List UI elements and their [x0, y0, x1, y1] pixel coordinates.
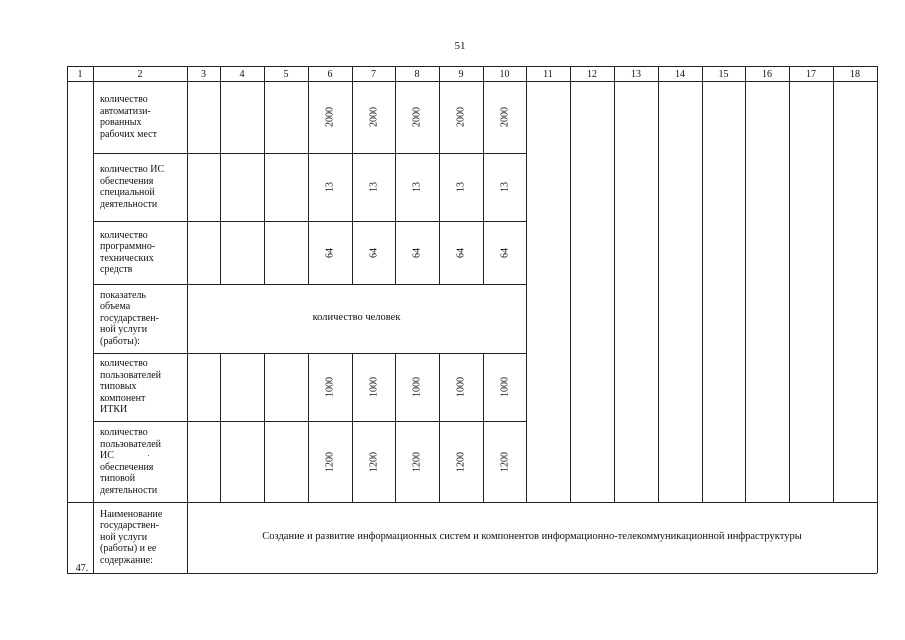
page-number: 51 [454, 40, 466, 52]
row-label-line: ИС [100, 450, 114, 461]
row-number: 47. [75, 563, 89, 574]
row-separator [93, 153, 526, 154]
row-label-line: государствен- [100, 520, 159, 532]
row-label-line: программно- [100, 241, 156, 252]
row-label-line: пользователей [100, 438, 162, 450]
row-value-text: 1000 [411, 377, 423, 397]
table-border-top [67, 66, 877, 67]
row-label-line: средств [100, 264, 133, 275]
column-header: 15 [718, 69, 729, 80]
column-divider [439, 353, 440, 502]
row-separator [93, 502, 877, 503]
row-value-text: 64 [455, 247, 467, 258]
row-label [100, 164, 186, 210]
row-value-text: 2000 [324, 107, 336, 127]
row-value-text: 1000 [455, 377, 467, 397]
row-label-line: количество [100, 358, 148, 370]
row-label [100, 509, 186, 567]
row-separator [93, 421, 526, 422]
row-label-line: компонент [100, 392, 146, 404]
column-divider [395, 353, 396, 502]
merged-cell-text: Создание и развитие информационных систем и компонентов информационно-телекоммуникационной инфраструктуры [262, 530, 802, 542]
column-header: 4 [239, 69, 245, 80]
row-value-text: 1200 [499, 451, 510, 472]
row-value-text: 64 [499, 247, 510, 258]
column-header: 7 [371, 69, 376, 80]
column-divider [264, 353, 265, 502]
column-divider [308, 66, 309, 284]
row-label-line: автоматизи- [100, 105, 151, 117]
row-value-text: 2000 [499, 107, 510, 127]
column-divider [702, 66, 703, 502]
column-header: 18 [850, 69, 860, 80]
row-value-text: 1000 [324, 377, 336, 397]
table-border-left [67, 66, 68, 573]
column-header: 9 [458, 69, 464, 80]
row-label-line: содержание: [100, 554, 153, 566]
row-value-text: 13 [368, 182, 379, 192]
row-label-line: технических [100, 252, 154, 264]
column-divider [352, 66, 353, 284]
row-value-text: 13 [499, 182, 510, 192]
row-value-text: 2000 [411, 107, 423, 127]
row-label-line: (работы) и ее [100, 543, 157, 555]
row-value-text: 1000 [368, 377, 379, 397]
column-divider [439, 66, 440, 284]
row-value-text: 1200 [368, 451, 379, 472]
column-header: 11 [543, 69, 553, 80]
row-label-line: количество [100, 94, 148, 105]
column-header: 5 [283, 69, 289, 80]
column-divider [789, 66, 790, 502]
row-label-line: ной услуги [100, 324, 148, 336]
row-label-line: рабочих мест [100, 128, 157, 140]
column-divider [220, 66, 221, 284]
row-value-text: 2000 [455, 107, 467, 127]
row-value-text: 13 [324, 182, 336, 192]
column-header: 1 [77, 69, 83, 80]
row-label-line: обеспечения [100, 175, 154, 187]
column-header: 13 [631, 69, 641, 80]
row-label-line: Наименование [100, 508, 163, 520]
row-label-line: ИТКИ [100, 404, 128, 416]
column-divider [220, 353, 221, 502]
row-label-line: пользователей [100, 369, 162, 381]
column-divider [745, 66, 746, 502]
column-divider [352, 353, 353, 502]
row-value-text: 2000 [368, 107, 379, 127]
row-separator [93, 221, 526, 222]
column-divider [93, 66, 94, 573]
row-label-line: специальной [100, 187, 155, 198]
column-divider [658, 66, 659, 502]
row-separator [93, 353, 526, 354]
table-border-right [877, 66, 878, 573]
column-header: 12 [587, 69, 597, 80]
row-label-line: деятельности [100, 198, 158, 210]
column-header: 3 [201, 69, 206, 80]
row-separator [93, 284, 526, 285]
row-label-line: количество [100, 229, 148, 241]
column-header: 17 [806, 69, 816, 80]
merged-cell-text: количество человек [312, 311, 401, 323]
column-divider [308, 353, 309, 502]
column-divider [264, 66, 265, 284]
column-header: 8 [414, 69, 420, 80]
column-divider [395, 66, 396, 284]
column-header: 10 [499, 69, 510, 80]
row-label-line: количество [100, 427, 148, 438]
row-label-line: государствен- [100, 312, 159, 324]
row-value-text: 1200 [455, 451, 467, 472]
column-header: 14 [675, 69, 685, 80]
column-divider [483, 66, 484, 284]
row-label-line: типовых [100, 381, 137, 393]
row-label-line: типовой [100, 473, 136, 484]
row-label [100, 427, 186, 496]
row-label-line: объема [100, 301, 131, 313]
row-value-text: 64 [324, 247, 336, 258]
row-value-text: 64 [411, 247, 423, 258]
row-label-line: рованных [100, 117, 142, 128]
row-value-text: 64 [368, 247, 379, 258]
table-border-bottom [67, 573, 877, 574]
row-label-line: ной услуги [100, 531, 148, 543]
column-divider [526, 66, 527, 502]
row-label-line: показатель [100, 289, 146, 301]
row-label [100, 290, 186, 348]
row-label [100, 230, 186, 276]
column-divider [833, 66, 834, 502]
scan-speck [148, 455, 149, 456]
row-value-text: 1200 [411, 451, 423, 472]
column-divider [570, 66, 571, 502]
row-value-text: 13 [455, 182, 467, 192]
header-separator [67, 81, 877, 82]
row-label-line: обеспечения [100, 461, 154, 473]
row-separator-47 [67, 502, 93, 503]
row-value-text: 1200 [324, 451, 336, 472]
row-label-line: деятельности [100, 484, 158, 496]
row-value-text: 13 [411, 182, 423, 192]
row-label [100, 94, 186, 140]
row-label [100, 358, 186, 416]
column-header: 2 [137, 69, 143, 80]
column-divider [483, 353, 484, 502]
row-label-line: (работы): [100, 335, 140, 347]
row-label-line: количество ИС [100, 164, 165, 175]
column-header: 6 [327, 69, 333, 80]
column-divider [614, 66, 615, 502]
row-value-text: 1000 [499, 377, 510, 397]
column-header: 16 [762, 69, 772, 80]
